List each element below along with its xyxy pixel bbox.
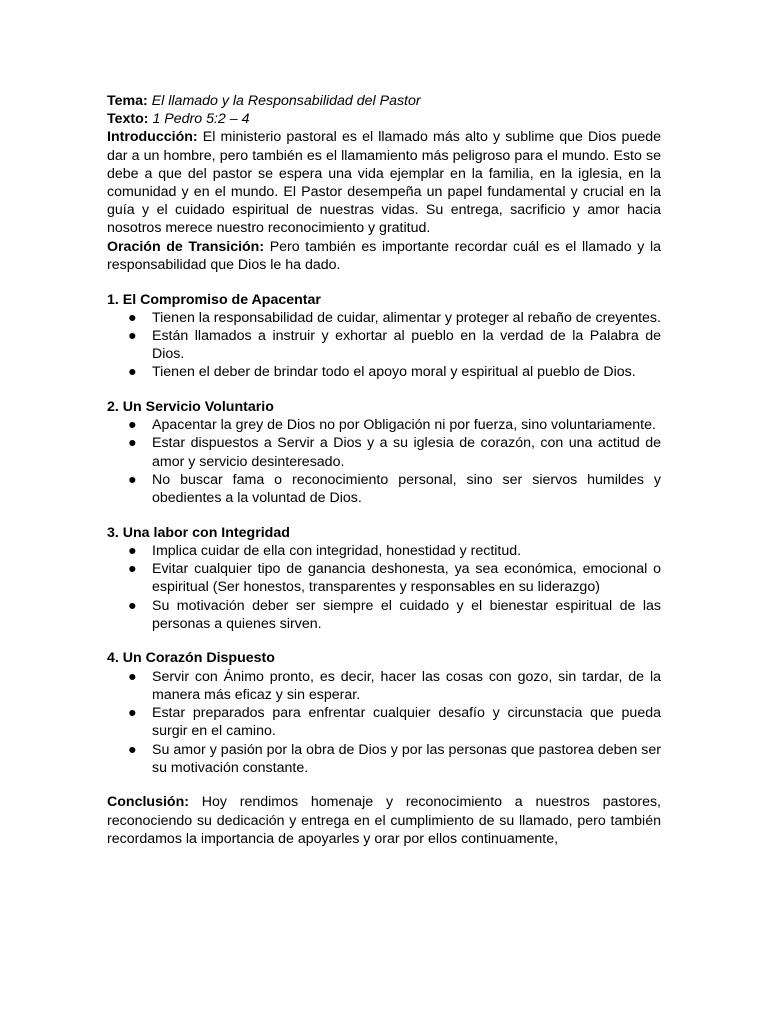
list-item: [107, 560, 661, 596]
section-1-list: [107, 309, 661, 382]
list-item: [107, 597, 661, 633]
section-4: [107, 649, 661, 776]
tema-line: [107, 92, 661, 110]
list-item-text: Estar preparados para enfrentar cualquier desafío y circunstacia que pueda surgir en el camino.: [152, 705, 661, 740]
texto-line: [107, 110, 661, 128]
bullet-icon: ●: [128, 542, 137, 559]
list-item-text: Tienen la responsabilidad de cuidar, alimentar y proteger al rebaño de creyentes.: [152, 309, 661, 326]
list-item-text: Servir con Ánimo pronto, es decir, hacer las cosas con gozo, sin tardar, de la manera más eficaz y sin esperar.: [152, 668, 661, 703]
bullet-icon: ●: [128, 364, 137, 381]
list-item-text: Están llamados a instruir y exhortar al pueblo en la verdad de la Palabra de Dios.: [152, 327, 661, 363]
list-item: [107, 309, 661, 327]
bullet-icon: ●: [128, 668, 137, 685]
bullet-icon: ●: [128, 417, 137, 434]
transicion-label: Oración de Transición:: [107, 238, 265, 255]
list-item-text: No buscar fama o reconocimiento personal, sino ser siervos humildes y obedientes a la voluntad de Dios.: [152, 471, 661, 507]
bullet-icon: ●: [128, 741, 137, 758]
conclusion-paragraph: [107, 793, 661, 848]
list-item-text: Estar dispuestos a Servir a Dios y a su iglesia de corazón, con una actitud de amor y servicio desinteresado.: [152, 435, 661, 470]
conclusion-text: Hoy rendimos homenaje y reconocimiento a nuestros pastores, reconociendo su dedicación y entrega en el cumplimiento de su llamado, pero también recordamos la importancia de apoyarles y orar por ellos continuamente,: [107, 794, 661, 847]
texto-value: 1 Pedro 5:2 – 4: [152, 111, 250, 128]
conclusion-label: Conclusión:: [107, 794, 189, 811]
transicion-paragraph: [107, 238, 661, 274]
list-item: [107, 416, 661, 434]
introduccion-paragraph: [107, 128, 661, 237]
bullet-icon: ●: [128, 471, 137, 488]
tema-value: El llamado y la Responsabilidad del Pastor: [151, 93, 421, 109]
list-item: [107, 327, 661, 363]
tema-label: Tema:: [107, 93, 148, 109]
introduccion-label: Introducción:: [107, 129, 198, 146]
list-item-text: Su motivación deber ser siempre el cuidado y el bienestar espiritual de las personas a quienes sirven.: [152, 597, 661, 632]
list-item-text: Evitar cualquier tipo de ganancia deshonesta, ya sea económica, emocional o espiritual (Ser honestos, transparentes y responsables en su liderazgo): [152, 561, 661, 596]
bullet-icon: ●: [128, 597, 137, 614]
bullet-icon: ●: [128, 561, 137, 578]
section-1: [107, 291, 661, 382]
document-page: [107, 92, 661, 848]
list-item: [107, 668, 661, 704]
section-2-title: 2. Un Servicio Voluntario: [107, 399, 274, 416]
bullet-icon: ●: [128, 705, 137, 722]
texto-label: Texto:: [107, 111, 149, 128]
list-item-text: Tienen el deber de brindar todo el apoyo moral y espiritual al pueblo de Dios.: [152, 364, 636, 381]
introduccion-text: El ministerio pastoral es el llamado más alto y sublime que Dios puede dar a un hombre, pero también es el llamamiento más peligroso para el mundo. Esto se debe a que del pastor se espera una vida ejemplar en la familia, en la iglesia, en la comunidad y en el mundo. El Pastor desempeña un papel fundamental y crucial en la guía y el cuidado espiritual de nuestras vidas. Su entrega, sacrificio y amor hacia nosotros merece nuestro reconocimiento y gratitud.: [107, 129, 661, 237]
section-4-list: [107, 668, 661, 777]
list-item-text: Implica cuidar de ella con integridad, honestidad y rectitud.: [152, 542, 522, 559]
section-3-list: [107, 542, 661, 633]
list-item: [107, 471, 661, 507]
transicion-text: Pero también es importante recordar cuál es el llamado y la responsabilidad que Dios le ha dado.: [107, 238, 661, 273]
section-3-title: 3. Una labor con Integridad: [107, 524, 290, 541]
list-item: [107, 363, 661, 381]
section-3: [107, 524, 661, 633]
list-item-text: Apacentar la grey de Dios no por Obligación ni por fuerza, sino voluntariamente.: [152, 417, 656, 434]
bullet-icon: ●: [128, 435, 137, 452]
list-item: [107, 704, 661, 740]
section-1-title: 1. El Compromiso de Apacentar: [107, 291, 321, 308]
section-4-title: 4. Un Corazón Dispuesto: [107, 650, 275, 667]
list-item: [107, 741, 661, 777]
section-2: [107, 398, 661, 507]
list-item-text: Su amor y pasión por la obra de Dios y por las personas que pastorea deben ser su motivación constante.: [152, 741, 661, 776]
section-2-list: [107, 416, 661, 507]
bullet-icon: ●: [128, 327, 137, 344]
list-item: [107, 434, 661, 470]
bullet-icon: ●: [128, 309, 137, 326]
list-item: [107, 542, 661, 560]
